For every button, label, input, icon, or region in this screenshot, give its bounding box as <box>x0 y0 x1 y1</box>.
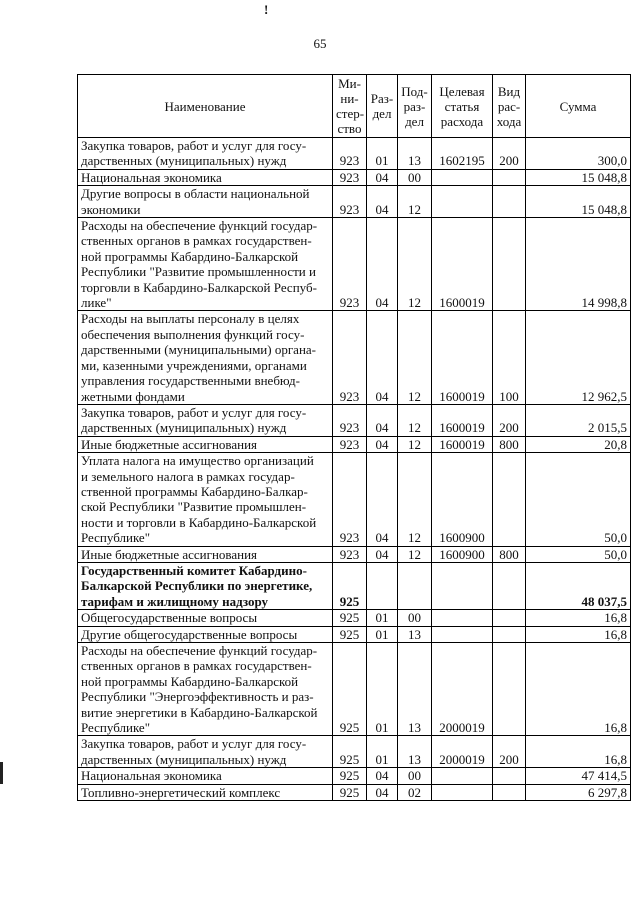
cell-target: 1600900 <box>432 546 493 562</box>
cell-type <box>493 610 526 626</box>
cell-subsection: 13 <box>398 643 432 736</box>
cell-type <box>493 768 526 784</box>
cell-section: 04 <box>367 546 398 562</box>
cell-ministry: 925 <box>333 784 367 800</box>
cell-name: Закупка товаров, работ и услуг для госу- дарственных (муниципальных) нужд <box>78 138 333 170</box>
cell-ministry: 925 <box>333 562 367 609</box>
cell-target <box>432 169 493 185</box>
cell-ministry: 923 <box>333 138 367 170</box>
table-row <box>78 138 631 170</box>
cell-subsection: 00 <box>398 610 432 626</box>
cell-sum: 50,0 <box>526 546 631 562</box>
cell-sum: 2 015,5 <box>526 404 631 436</box>
cell-ministry: 923 <box>333 546 367 562</box>
table-row <box>78 610 631 626</box>
cell-section: 04 <box>367 311 398 404</box>
cell-ministry: 925 <box>333 610 367 626</box>
header-name: Наименование <box>78 75 333 138</box>
cell-type: 100 <box>493 311 526 404</box>
cell-target: 1600019 <box>432 218 493 311</box>
cell-section: 01 <box>367 138 398 170</box>
cell-type <box>493 643 526 736</box>
header-target: Целевая статья расхода <box>432 75 493 138</box>
cell-name: Иные бюджетные ассигнования <box>78 546 333 562</box>
cell-sum: 47 414,5 <box>526 768 631 784</box>
cell-sum: 300,0 <box>526 138 631 170</box>
header-section: Раз- дел <box>367 75 398 138</box>
cell-name: Иные бюджетные ассигнования <box>78 436 333 452</box>
cell-name: Другие вопросы в области национальной экономики <box>78 186 333 218</box>
header-ministry: Ми- ни- стер- ство <box>333 75 367 138</box>
cell-ministry: 923 <box>333 311 367 404</box>
budget-table <box>77 74 631 801</box>
cell-section: 04 <box>367 218 398 311</box>
table-row <box>78 404 631 436</box>
cell-subsection: 02 <box>398 784 432 800</box>
cell-sum: 16,8 <box>526 643 631 736</box>
cell-type <box>493 169 526 185</box>
cell-target <box>432 562 493 609</box>
cell-type <box>493 626 526 642</box>
cell-type <box>493 562 526 609</box>
cell-sum: 15 048,8 <box>526 186 631 218</box>
cell-section: 04 <box>367 453 398 546</box>
table-row <box>78 169 631 185</box>
cell-target <box>432 784 493 800</box>
table-row <box>78 218 631 311</box>
cell-subsection: 13 <box>398 626 432 642</box>
cell-sum: 16,8 <box>526 626 631 642</box>
cell-subsection: 12 <box>398 218 432 311</box>
cell-subsection <box>398 562 432 609</box>
cell-sum: 16,8 <box>526 736 631 768</box>
cell-section: 01 <box>367 626 398 642</box>
table-row <box>78 626 631 642</box>
cell-type <box>493 784 526 800</box>
cell-ministry: 923 <box>333 186 367 218</box>
header-sum: Сумма <box>526 75 631 138</box>
cell-section: 04 <box>367 169 398 185</box>
cell-ministry: 925 <box>333 736 367 768</box>
table-row <box>78 453 631 546</box>
cell-sum: 16,8 <box>526 610 631 626</box>
cell-name: Расходы на выплаты персоналу в целях обеспечения выполнения функций госу- дарственными (муниципальными) органа- ми, казенными учреждениями, органами управления государственными внебюд- жетными фондами <box>78 311 333 404</box>
cell-subsection: 12 <box>398 546 432 562</box>
cell-subsection: 00 <box>398 768 432 784</box>
cell-target <box>432 768 493 784</box>
cell-section: 01 <box>367 610 398 626</box>
table-row <box>78 736 631 768</box>
header-subsection: Под- раз- дел <box>398 75 432 138</box>
cell-type <box>493 186 526 218</box>
cell-sum: 6 297,8 <box>526 784 631 800</box>
cell-sum: 14 998,8 <box>526 218 631 311</box>
cell-target: 2000019 <box>432 643 493 736</box>
cell-section: 01 <box>367 643 398 736</box>
cell-subsection: 13 <box>398 138 432 170</box>
cell-type: 200 <box>493 404 526 436</box>
cell-name: Расходы на обеспечение функций государ- ственных органов в рамках государствен- ной программы Кабардино-Балкарской Республики "Энергоэффективность и раз- витие энергетики в Кабардино-Балкарской Республике" <box>78 643 333 736</box>
cell-ministry: 923 <box>333 436 367 452</box>
cell-sum: 20,8 <box>526 436 631 452</box>
cell-section: 04 <box>367 436 398 452</box>
cell-ministry: 925 <box>333 626 367 642</box>
table-row <box>78 546 631 562</box>
cell-name: Топливно-энергетический комплекс <box>78 784 333 800</box>
cell-type: 200 <box>493 736 526 768</box>
cell-section: 04 <box>367 186 398 218</box>
cell-type <box>493 218 526 311</box>
margin-mark: ! <box>264 2 269 17</box>
cell-target <box>432 186 493 218</box>
cell-ministry: 923 <box>333 404 367 436</box>
cell-target: 1600900 <box>432 453 493 546</box>
table-row <box>78 768 631 784</box>
cell-ministry: 923 <box>333 218 367 311</box>
cell-ministry: 923 <box>333 453 367 546</box>
table-row <box>78 784 631 800</box>
cell-sum: 12 962,5 <box>526 311 631 404</box>
header-type: Вид рас- хода <box>493 75 526 138</box>
table-row <box>78 186 631 218</box>
cell-type <box>493 453 526 546</box>
cell-sum: 50,0 <box>526 453 631 546</box>
binding-mark <box>0 762 3 784</box>
table-header-row <box>78 75 631 138</box>
cell-section: 04 <box>367 404 398 436</box>
table-row <box>78 311 631 404</box>
cell-name: Государственный комитет Кабардино- Балкарской Республики по энергетике, тарифам и жилищному надзору <box>78 562 333 609</box>
cell-target <box>432 626 493 642</box>
table-row <box>78 436 631 452</box>
cell-type: 800 <box>493 546 526 562</box>
table-row <box>78 562 631 609</box>
cell-name: Национальная экономика <box>78 768 333 784</box>
cell-section <box>367 562 398 609</box>
cell-subsection: 13 <box>398 736 432 768</box>
cell-subsection: 12 <box>398 404 432 436</box>
cell-name: Национальная экономика <box>78 169 333 185</box>
cell-subsection: 12 <box>398 453 432 546</box>
cell-ministry: 925 <box>333 643 367 736</box>
cell-sum: 48 037,5 <box>526 562 631 609</box>
cell-target: 1600019 <box>432 404 493 436</box>
table-row <box>78 643 631 736</box>
cell-ministry: 923 <box>333 169 367 185</box>
cell-target: 1600019 <box>432 311 493 404</box>
cell-section: 04 <box>367 768 398 784</box>
cell-subsection: 12 <box>398 311 432 404</box>
cell-subsection: 00 <box>398 169 432 185</box>
cell-name: Закупка товаров, работ и услуг для госу- дарственных (муниципальных) нужд <box>78 736 333 768</box>
cell-ministry: 925 <box>333 768 367 784</box>
cell-name: Общегосударственные вопросы <box>78 610 333 626</box>
cell-name: Закупка товаров, работ и услуг для госу- дарственных (муниципальных) нужд <box>78 404 333 436</box>
cell-target <box>432 610 493 626</box>
cell-type: 800 <box>493 436 526 452</box>
cell-name: Другие общегосударственные вопросы <box>78 626 333 642</box>
cell-target: 1600019 <box>432 436 493 452</box>
cell-name: Уплата налога на имущество организаций и земельного налога в рамках государ- ственной программы Кабардино-Балкар- ской Республики "Развитие промышлен- ности и торговли в Кабардино-Балкарской Республике" <box>78 453 333 546</box>
cell-name: Расходы на обеспечение функций государ- ственных органов в рамках государствен- ной программы Кабардино-Балкарской Республики "Развитие промышленности и торговли в Кабардино-Балкарской Респуб- лике" <box>78 218 333 311</box>
page-number: 65 <box>313 36 327 51</box>
cell-target: 1602195 <box>432 138 493 170</box>
cell-sum: 15 048,8 <box>526 169 631 185</box>
cell-section: 04 <box>367 784 398 800</box>
cell-target: 2000019 <box>432 736 493 768</box>
cell-section: 01 <box>367 736 398 768</box>
cell-type: 200 <box>493 138 526 170</box>
cell-subsection: 12 <box>398 186 432 218</box>
cell-subsection: 12 <box>398 436 432 452</box>
